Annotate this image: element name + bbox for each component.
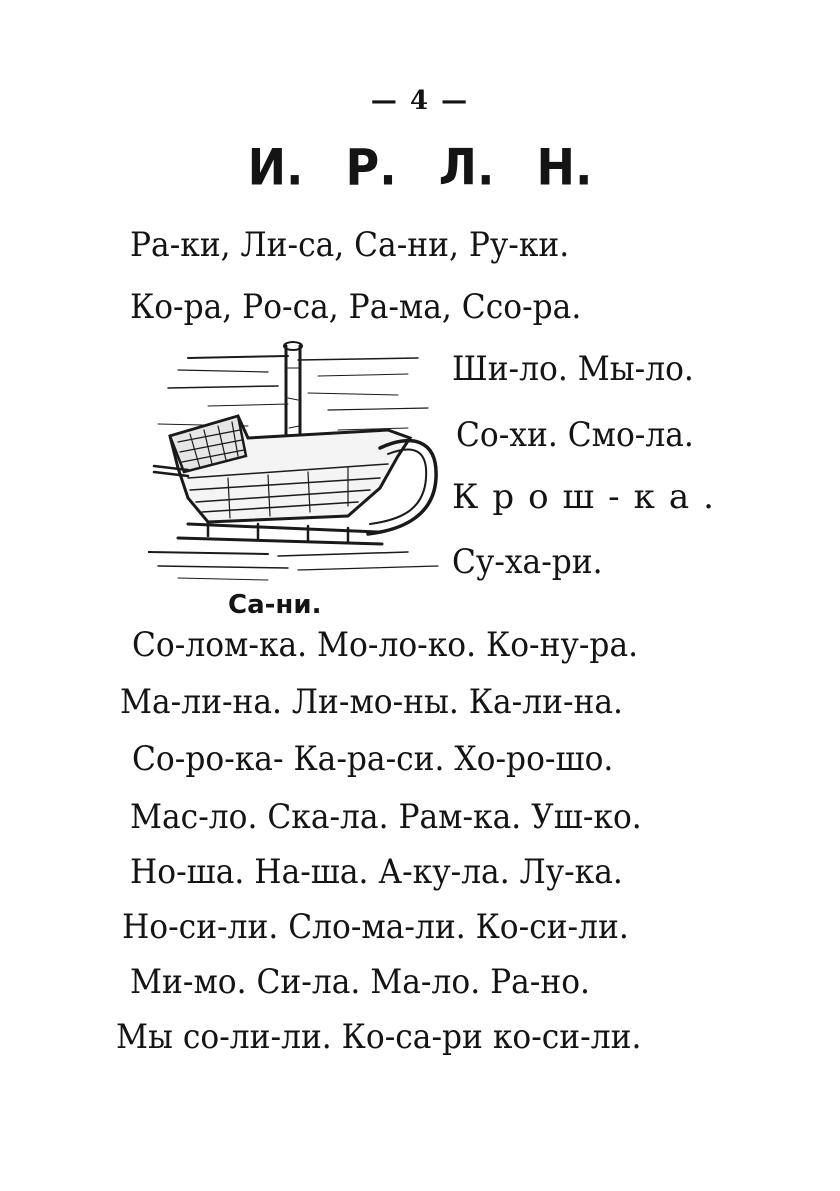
text-line: Мас-ло. Ска-ла. Рам-ка. Уш-ко. xyxy=(130,797,642,837)
text-line: Ко-ра, Ро-са, Ра-ма, Ссо-ра. xyxy=(130,287,582,327)
text-line: Мы со-ли-ли. Ко-са-ри ко-си-ли. xyxy=(116,1017,642,1057)
illustration-caption: Са-ни. xyxy=(228,590,322,620)
text-line: Ши-ло. Мы-ло. xyxy=(452,349,694,389)
text-line: Со-ро-ка- Ка-ра-си. Хо-ро-шо. xyxy=(132,739,614,779)
text-line-spaced: Крош-ка. xyxy=(452,477,728,517)
text-line: Ма-ли-на. Ли-мо-ны. Ка-ли-на. xyxy=(120,682,623,722)
text-line: Су-ха-ри. xyxy=(452,542,603,582)
text-line: Ра-ки, Ли-са, Са-ни, Ру-ки. xyxy=(130,225,570,265)
page-heading: И. Р. Л. Н. xyxy=(247,137,593,197)
text-line: Но-ша. На-ша. А-ку-ла. Лу-ка. xyxy=(130,852,623,892)
text-line: Со-хи. Смо-ла. xyxy=(456,415,694,455)
text-line: Но-си-ли. Сло-ма-ли. Ко-си-ли. xyxy=(122,907,629,947)
page-number: — 4 — xyxy=(370,86,470,116)
text-line: Со-лом-ка. Мо-ло-ко. Ко-ну-ра. xyxy=(132,625,639,665)
text-line: Ми-мо. Си-ла. Ма-ло. Ра-но. xyxy=(130,962,590,1002)
sled-illustration xyxy=(148,338,440,588)
